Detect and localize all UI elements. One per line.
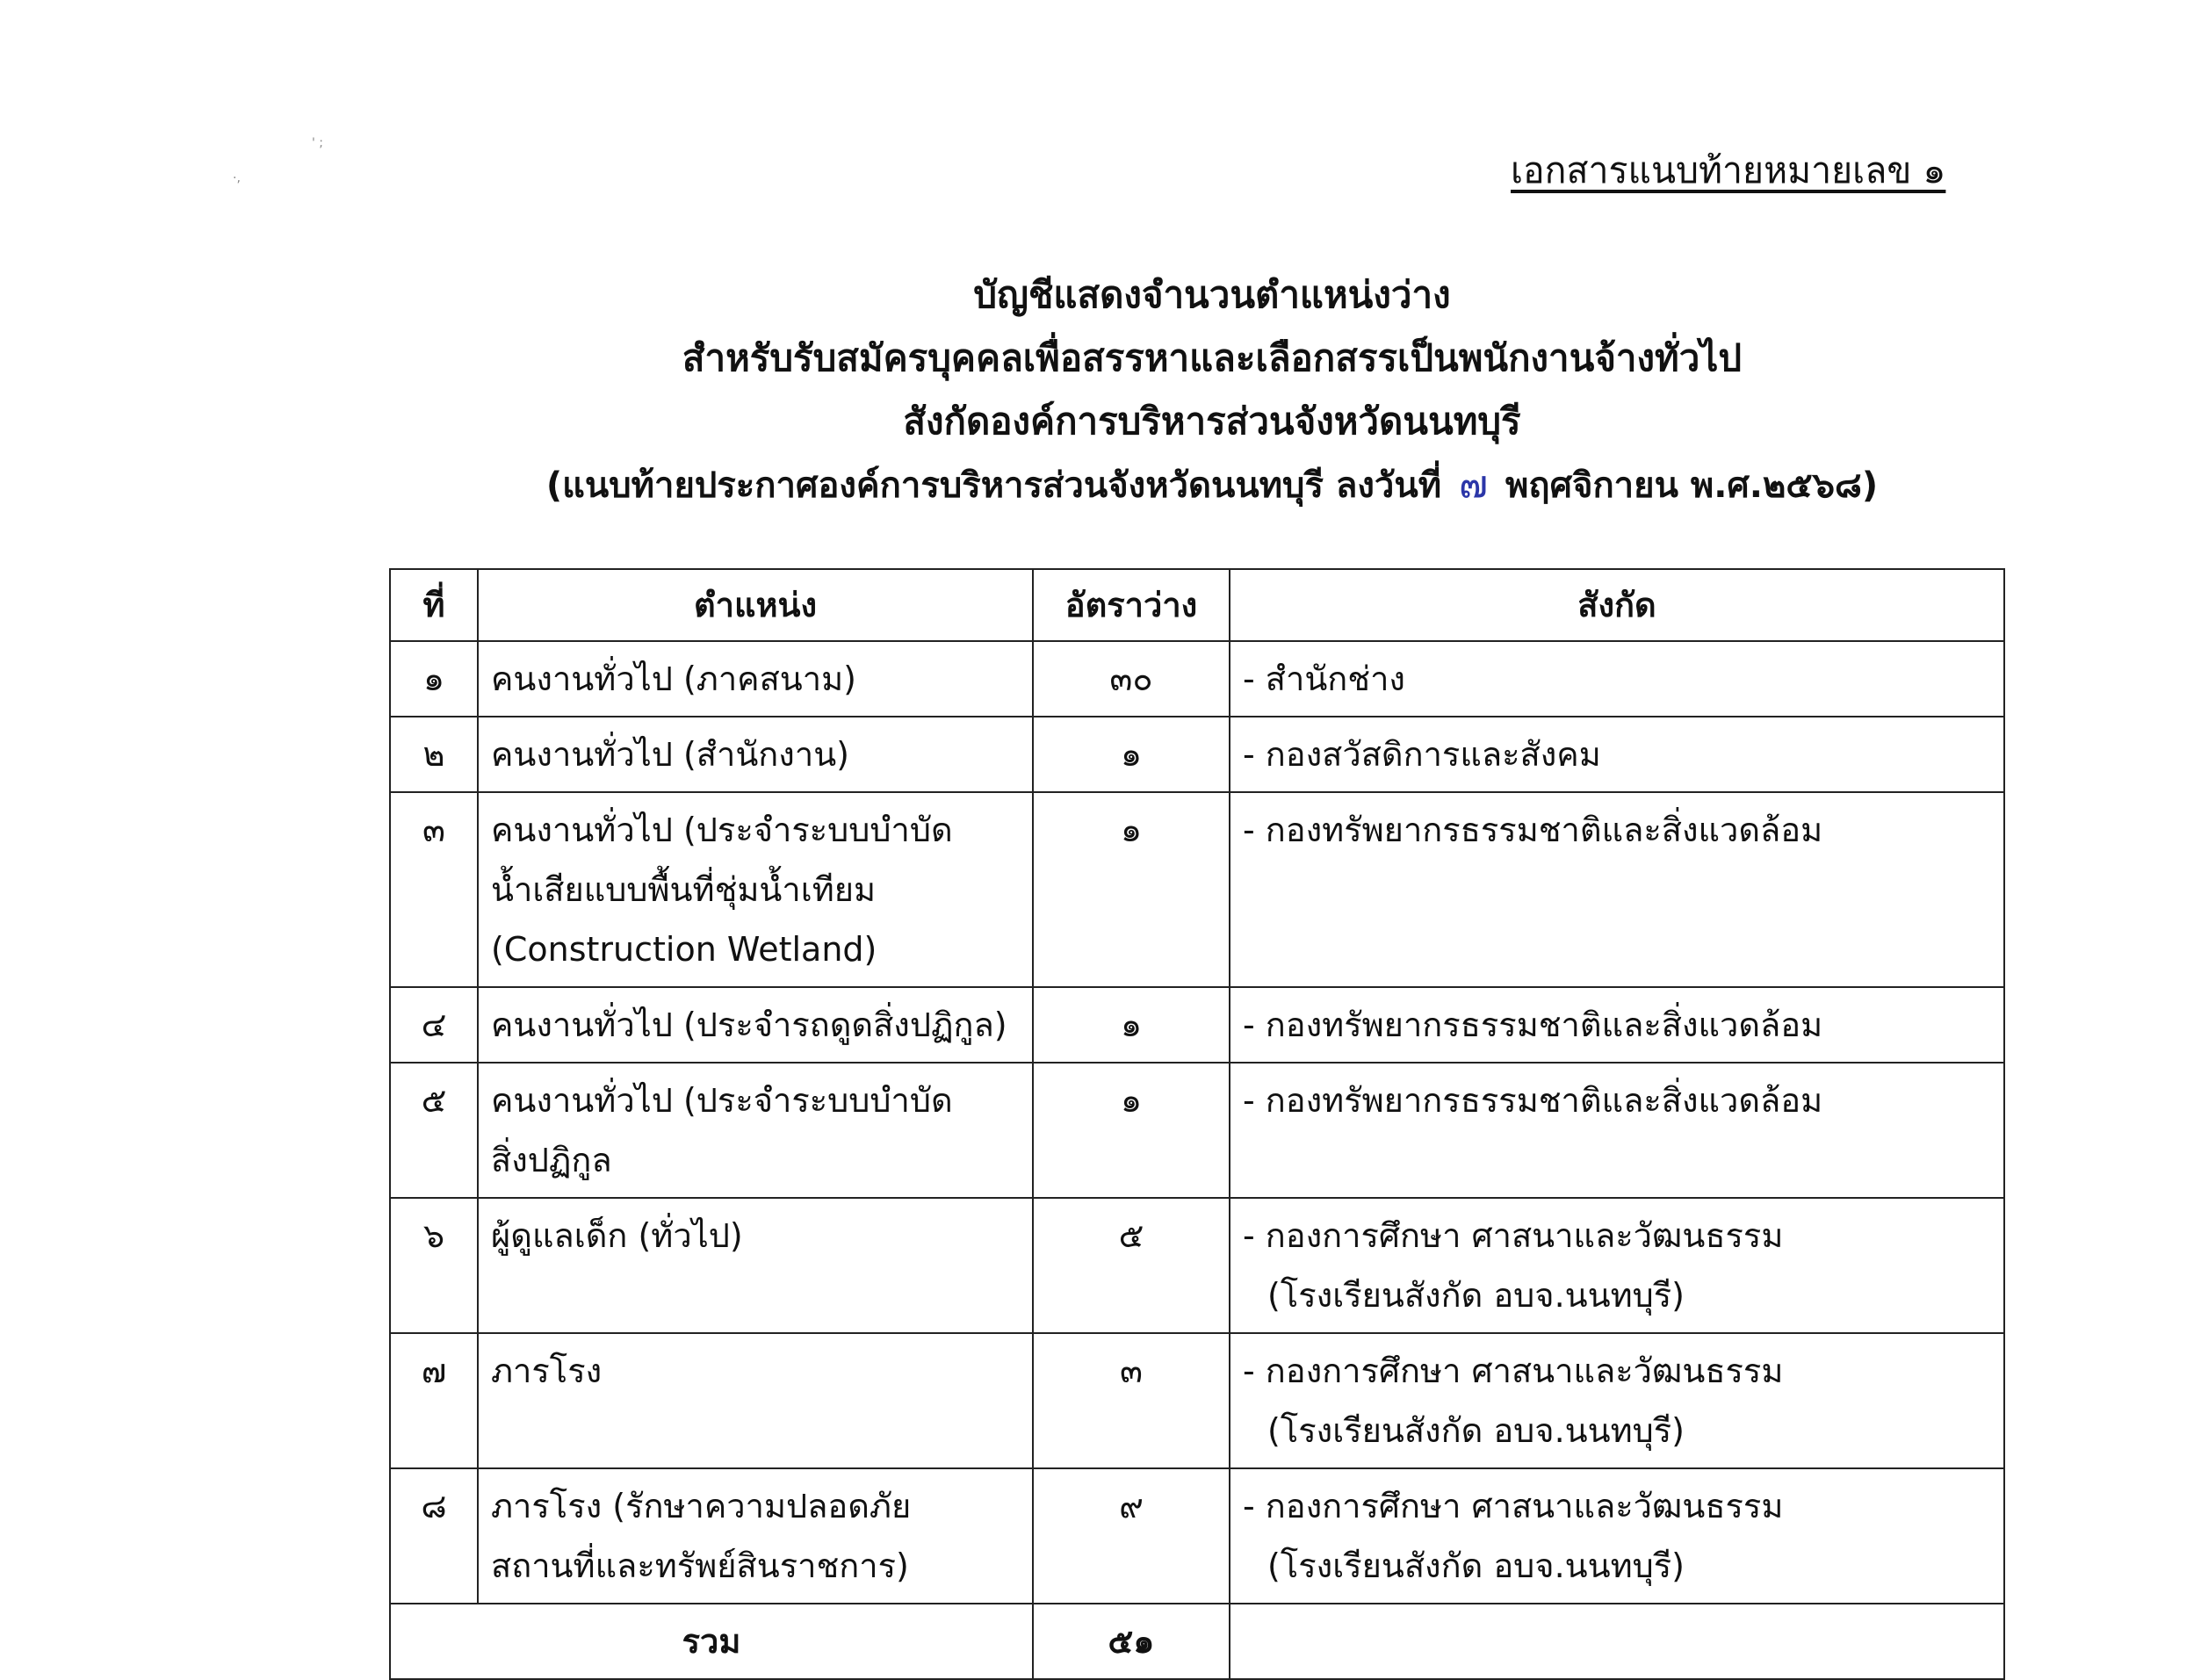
- department-cell: [1230, 792, 2004, 987]
- handwritten-day: ๗: [1459, 462, 1489, 507]
- vacancy-count: ๙: [1033, 1468, 1230, 1604]
- position-cell: [478, 792, 1033, 987]
- title-line-3: สังกัดองค์การบริหารส่วนจังหวัดนนทบุรี: [903, 400, 1521, 443]
- department-line: - กองสวัสดิการและสังคม: [1243, 735, 1601, 774]
- department-line: (โรงเรียนสังกัด อบจ.นนทบุรี): [1267, 1411, 1685, 1450]
- department-cell: [1230, 641, 2004, 717]
- table-row: [390, 1063, 2004, 1198]
- position-line: คนงานทั่วไป (ประจำระบบบำบัด: [491, 811, 953, 849]
- table-header-row: [390, 569, 2004, 641]
- vacancy-count: ๑: [1033, 1063, 1230, 1198]
- vacancy-count: ๑: [1033, 792, 1230, 987]
- row-number: ๗: [390, 1333, 478, 1468]
- department-line: - สำนักช่าง: [1243, 660, 1405, 698]
- table-row: [390, 641, 2004, 717]
- position-line: สถานที่และทรัพย์สินราชการ): [491, 1547, 909, 1585]
- position-cell: [478, 1333, 1033, 1468]
- title-line-4: [246, 453, 2178, 517]
- position-line: คนงานทั่วไป (ประจำรถดูดสิ่งปฏิกูล): [491, 1006, 1007, 1044]
- position-cell: [478, 1063, 1033, 1198]
- department-line: - กองทรัพยากรธรรมชาติและสิ่งแวดล้อม: [1243, 1081, 1823, 1120]
- position-line: ผู้ดูแลเด็ก (ทั่วไป): [491, 1216, 743, 1255]
- header-no: ที่: [390, 569, 478, 641]
- department-line: - กองการศึกษา ศาสนาและวัฒนธรรม: [1243, 1487, 1784, 1525]
- row-number: ๖: [390, 1198, 478, 1333]
- vacancy-count: ๕: [1033, 1198, 1230, 1333]
- table-row: [390, 717, 2004, 792]
- department-line: - กองทรัพยากรธรรมชาติและสิ่งแวดล้อม: [1243, 811, 1823, 849]
- total-row: [390, 1604, 2004, 1679]
- scan-speck: ·,: [233, 171, 241, 185]
- position-line: ภารโรง: [491, 1352, 603, 1390]
- row-number: ๕: [390, 1063, 478, 1198]
- document-title-block: [246, 263, 2178, 517]
- department-cell: [1230, 1063, 2004, 1198]
- header-position: ตำแหน่ง: [478, 569, 1033, 641]
- row-number: ๘: [390, 1468, 478, 1604]
- department-cell: [1230, 1468, 2004, 1604]
- table-row: [390, 1468, 2004, 1604]
- vacancy-table: [389, 568, 2005, 1680]
- total-empty-cell: [1230, 1604, 2004, 1679]
- table-row: [390, 1333, 2004, 1468]
- title-line-1: บัญชีแสดงจำนวนตำแหน่งว่าง: [973, 273, 1451, 316]
- vacancy-count: ๑: [1033, 717, 1230, 792]
- department-cell: [1230, 1198, 2004, 1333]
- position-line: ภารโรง (รักษาความปลอดภัย: [491, 1487, 912, 1525]
- row-number: ๓: [390, 792, 478, 987]
- scan-speck: ' ;: [312, 136, 324, 150]
- position-line: สิ่งปฏิกูล: [491, 1141, 612, 1179]
- row-number: ๔: [390, 987, 478, 1063]
- position-cell: [478, 717, 1033, 792]
- row-number: ๑: [390, 641, 478, 717]
- department-line: - กองการศึกษา ศาสนาและวัฒนธรรม: [1243, 1352, 1784, 1390]
- vacancy-count: ๑: [1033, 987, 1230, 1063]
- table-body: [390, 641, 2004, 1604]
- announcement-prefix: (แนบท้ายประกาศองค์การบริหารส่วนจังหวัดนนทบุรี ลงวันที่: [545, 465, 1442, 506]
- table-row: [390, 792, 2004, 987]
- annex-reference: เอกสารแนบท้ายหมายเลข ๑: [1511, 149, 1946, 191]
- header-vacancies: อัตราว่าง: [1033, 569, 1230, 641]
- department-cell: [1230, 1333, 2004, 1468]
- position-line: (Construction Wetland): [491, 930, 877, 969]
- vacancy-count: ๓: [1033, 1333, 1230, 1468]
- department-cell: [1230, 987, 2004, 1063]
- department-line: (โรงเรียนสังกัด อบจ.นนทบุรี): [1267, 1547, 1685, 1585]
- position-line: คนงานทั่วไป (ประจำระบบบำบัด: [491, 1081, 953, 1120]
- row-number: ๒: [390, 717, 478, 792]
- position-line: คนงานทั่วไป (สำนักงาน): [491, 735, 849, 774]
- department-cell: [1230, 717, 2004, 792]
- table-row: [390, 1198, 2004, 1333]
- vacancy-count: ๓๐: [1033, 641, 1230, 717]
- table-row: [390, 987, 2004, 1063]
- position-cell: [478, 641, 1033, 717]
- position-cell: [478, 1198, 1033, 1333]
- total-vacancies: ๕๑: [1033, 1604, 1230, 1679]
- title-line-2: สำหรับรับสมัครบุคคลเพื่อสรรหาและเลือกสรรเป็นพนักงานจ้างทั่วไป: [682, 336, 1743, 379]
- position-cell: [478, 987, 1033, 1063]
- position-line: น้ำเสียแบบพื้นที่ชุ่มน้ำเทียม: [491, 870, 877, 909]
- department-line: (โรงเรียนสังกัด อบจ.นนทบุรี): [1267, 1276, 1685, 1315]
- position-cell: [478, 1468, 1033, 1604]
- announcement-date: พฤศจิกายน พ.ศ.๒๕๖๘): [1505, 465, 1879, 506]
- position-line: คนงานทั่วไป (ภาคสนาม): [491, 660, 856, 698]
- department-line: - กองการศึกษา ศาสนาและวัฒนธรรม: [1243, 1216, 1784, 1255]
- department-line: - กองทรัพยากรธรรมชาติและสิ่งแวดล้อม: [1243, 1006, 1823, 1044]
- header-department: สังกัด: [1230, 569, 2004, 641]
- total-label: รวม: [390, 1604, 1033, 1679]
